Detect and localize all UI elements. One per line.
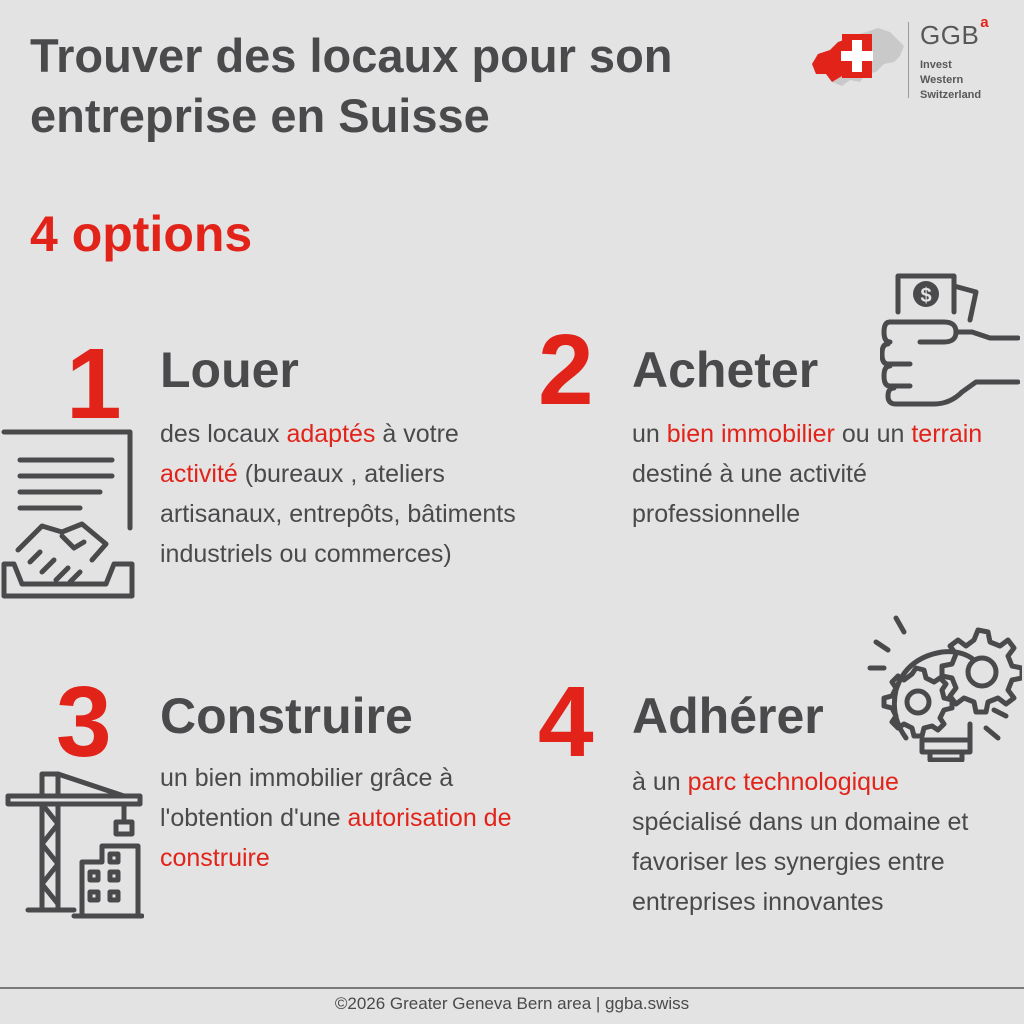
description-text: un bien immobilier grâce à l'obtention d'une (160, 764, 454, 832)
crane-building-icon (4, 770, 144, 920)
description-text: spécialisé dans un domaine et favoriser les synergies entre entreprises innovantes (632, 808, 969, 916)
highlighted-term: parc technologique (687, 768, 899, 796)
page-title: Trouver des locaux pour son entreprise en Suisse (30, 29, 673, 142)
footer-divider (0, 987, 1024, 989)
option-1-title: Louer (160, 342, 299, 398)
footer-credit: ©2026 Greater Geneva Bern area | ggba.swiss (334, 994, 690, 1013)
highlighted-term: adaptés (286, 420, 376, 448)
option-4-description (632, 762, 1002, 922)
option-1-number: 1 (66, 328, 122, 440)
svg-text:$: $ (920, 285, 932, 307)
highlighted-term: autorisation de construire (160, 804, 512, 872)
option-3-description (160, 758, 530, 878)
option-3-number: 3 (56, 666, 112, 778)
logo-tagline: Invest Western Switzerland (920, 59, 982, 101)
logo-divider (908, 22, 909, 98)
description-text: à un (632, 768, 688, 796)
handshake-contract-icon (0, 424, 140, 600)
description-text: des locaux (160, 420, 287, 448)
option-4-number: 4 (538, 666, 594, 778)
option-2-number: 2 (538, 314, 594, 426)
highlighted-term: bien immobilier (666, 420, 835, 448)
description-text: à votre (375, 420, 459, 448)
description-text: ou un (834, 420, 912, 448)
swiss-map-icon (808, 20, 908, 90)
option-4-title: Adhérer (632, 688, 824, 744)
option-3-title: Construire (160, 688, 413, 744)
hand-money-icon (880, 272, 1020, 408)
highlighted-term: terrain (911, 420, 983, 448)
logo-brand: GGB$^a$ (920, 14, 990, 50)
option-2-description (632, 414, 992, 534)
option-1-description (160, 414, 530, 574)
description-text: (bureaux , ateliers artisanaux, entrepôts, bâtiments industriels ou commerces) (160, 460, 516, 568)
description-text: destiné à une activité professionnelle (632, 460, 867, 528)
highlighted-term: activité (160, 460, 238, 488)
page-subtitle: 4 options (30, 206, 253, 262)
lightbulb-gears-icon (866, 612, 1022, 762)
ggba-logo (808, 14, 1018, 104)
option-2-title: Acheter (632, 342, 819, 398)
description-text: un (632, 420, 667, 448)
